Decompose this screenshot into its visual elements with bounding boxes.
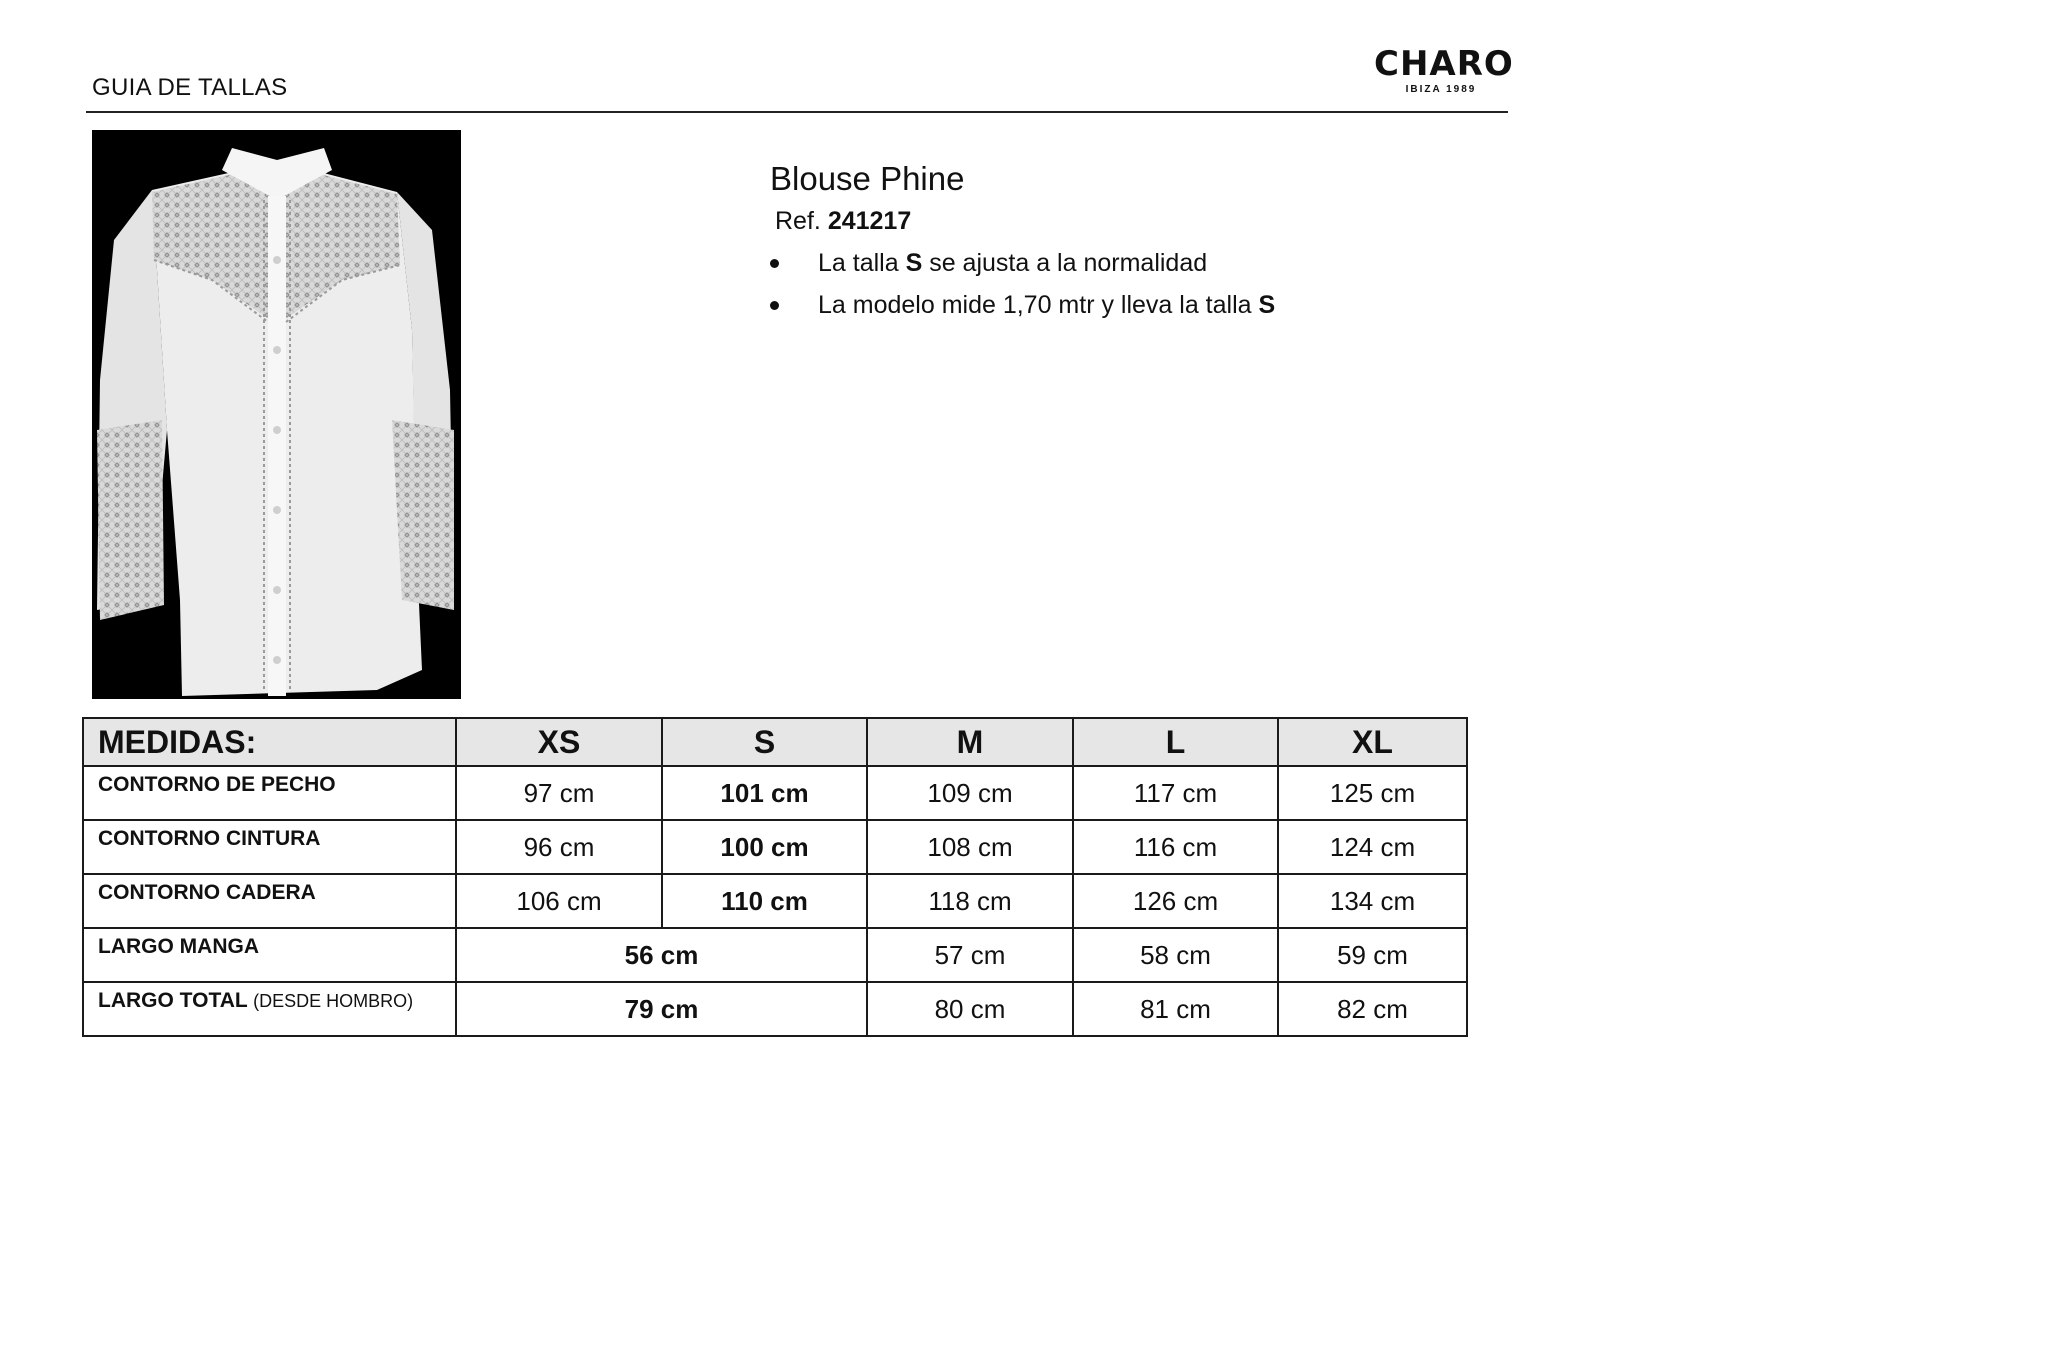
table-cell: 80 cm	[867, 982, 1073, 1036]
table-cell: 106 cm	[456, 874, 662, 928]
table-cell: 58 cm	[1073, 928, 1278, 982]
page-title: GUIA DE TALLAS	[92, 74, 288, 101]
table-row	[83, 928, 1467, 982]
row-label-note: (DESDE HOMBRO)	[253, 991, 414, 1011]
table-cell: 59 cm	[1278, 928, 1467, 982]
table-cell: 57 cm	[867, 928, 1073, 982]
table-row	[83, 766, 1467, 820]
table-cell: 124 cm	[1278, 820, 1467, 874]
merged-cell: 79 cm	[456, 982, 867, 1036]
table-cell: 126 cm	[1073, 874, 1278, 928]
table-cell: 116 cm	[1073, 820, 1278, 874]
merged-cell: 56 cm	[456, 928, 867, 982]
table-header-row	[83, 718, 1467, 766]
size-chart-table	[82, 717, 1468, 1037]
header-cell: XL	[1278, 718, 1467, 766]
table-cell: 96 cm	[456, 820, 662, 874]
row-label: CONTORNO CADERA	[83, 874, 456, 928]
header-cell: S	[662, 718, 867, 766]
table-row	[83, 874, 1467, 928]
blouse-illustration	[92, 130, 461, 699]
row-label	[83, 982, 456, 1036]
table-cell: 97 cm	[456, 766, 662, 820]
row-label: CONTORNO CINTURA	[83, 820, 456, 874]
bullet-icon	[770, 301, 779, 310]
row-label: LARGO MANGA	[83, 928, 456, 982]
table-cell: 101 cm	[662, 766, 867, 820]
bullet-icon	[770, 259, 779, 268]
table-cell: 108 cm	[867, 820, 1073, 874]
header-cell: XS	[456, 718, 662, 766]
logo-wordmark: CHARO	[1374, 44, 1514, 84]
table-row	[83, 982, 1467, 1036]
logo-tagline: IBIZA 1989	[1405, 84, 1477, 95]
table-cell: 118 cm	[867, 874, 1073, 928]
ref-value: 241217	[827, 207, 912, 235]
ref-label: Ref.	[775, 207, 821, 235]
brand-logo	[1374, 44, 1514, 95]
table-cell: 125 cm	[1278, 766, 1467, 820]
header-divider	[86, 111, 1508, 113]
row-label-main: LARGO TOTAL	[98, 989, 248, 1012]
header-cell: L	[1073, 718, 1278, 766]
product-name: Blouse Phine	[770, 160, 965, 197]
table-row	[83, 820, 1467, 874]
header-cell: M	[867, 718, 1073, 766]
table-cell: 81 cm	[1073, 982, 1278, 1036]
fit-note: La talla S se ajusta a la normalidad	[770, 244, 1275, 286]
table-cell: 82 cm	[1278, 982, 1467, 1036]
table-cell: 100 cm	[662, 820, 867, 874]
table-cell: 110 cm	[662, 874, 867, 928]
row-label: CONTORNO DE PECHO	[83, 766, 456, 820]
product-photo	[92, 130, 461, 699]
header-cell: MEDIDAS:	[83, 718, 456, 766]
product-reference	[775, 207, 911, 236]
table-cell: 109 cm	[867, 766, 1073, 820]
table-cell: 117 cm	[1073, 766, 1278, 820]
table-cell: 134 cm	[1278, 874, 1467, 928]
fit-notes	[770, 244, 1275, 328]
fit-note: La modelo mide 1,70 mtr y lleva la talla S	[770, 286, 1275, 328]
